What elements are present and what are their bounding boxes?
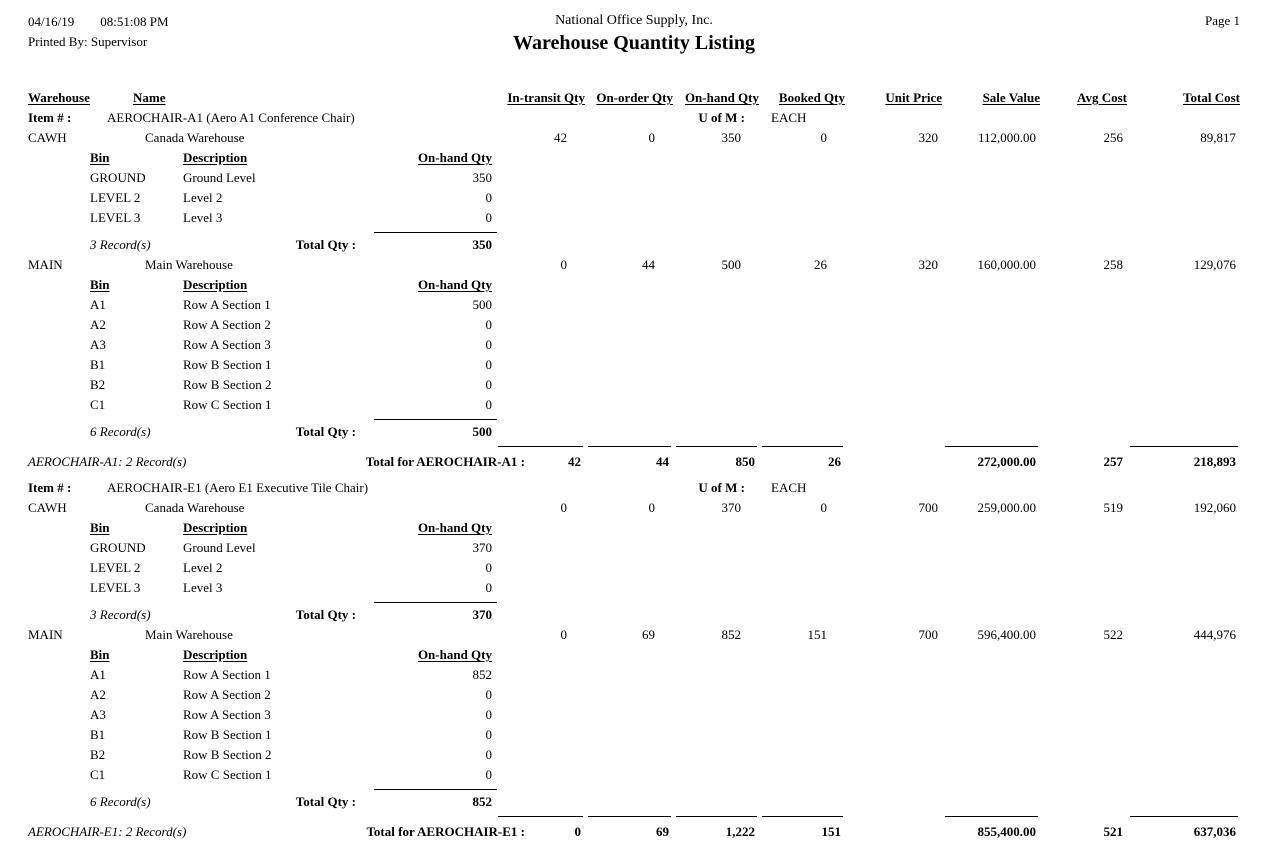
total-on-hand-qty: 850 [735,454,755,469]
warehouse-code: MAIN [28,627,63,642]
total-sale-value: 855,400.00 [977,824,1036,839]
bin-description: Level 2 [183,560,223,575]
in-transit-qty: 0 [560,627,567,642]
total-on-order-qty: 44 [656,454,669,469]
bin-col-header: Bin [90,520,110,535]
total-booked-qty: 151 [821,824,841,839]
booked-qty: 0 [820,500,827,515]
bin-onhand-qty: 0 [485,687,492,702]
bin-onhand-qty: 0 [485,580,492,595]
on-order-qty: 0 [648,130,655,145]
col-header-sale-value: Sale Value [982,90,1040,105]
booked-qty: 0 [820,130,827,145]
bin-onhand-qty: 0 [485,317,492,332]
report-header-center [328,12,940,88]
col-header-name: Name [133,90,166,105]
total-avg-cost: 521 [1103,824,1123,839]
bin-description: Row A Section 3 [183,707,271,722]
bin-record-count: 6 Record(s) [90,424,151,439]
bin-code: A2 [90,687,106,702]
bin-row [90,685,1263,705]
col-header-on-hand-qty: On-hand Qty [684,90,759,105]
bin-header-row [90,645,1263,665]
on-hand-qty: 350 [721,130,741,145]
bin-row [90,538,1263,558]
total-qty-label: Total Qty : [295,424,356,439]
bin-onhand-qty: 852 [472,667,492,682]
item-number-label: Item # : [28,480,72,495]
bin-description: Row A Section 2 [183,317,271,332]
bin-code: B2 [90,377,106,392]
bin-total-row [90,792,1263,812]
on-order-qty: 69 [642,627,655,642]
col-header-booked-qty: Booked Qty [778,90,845,105]
bin-code: B1 [90,357,106,372]
bin-onhand-qty: 350 [472,170,492,185]
bin-code: A3 [90,707,106,722]
bin-description: Row B Section 2 [183,377,272,392]
bin-onhand-qty: 0 [485,210,492,225]
report-date: 04/16/19 [28,14,75,29]
warehouse-name: Main Warehouse [145,627,233,642]
total-cost: 89,817 [1200,130,1236,145]
report-title: Warehouse Quantity Listing [513,32,755,54]
uofm-label: U of M : [698,110,745,125]
booked-qty: 151 [807,627,827,642]
bin-row [90,705,1263,725]
total-qty-value: 370 [472,607,492,622]
bin-row [90,745,1263,765]
bin-onhand-qty: 0 [485,727,492,742]
in-transit-qty: 0 [560,257,567,272]
onhand-col-header: On-hand Qty [417,150,492,165]
sale-value: 112,000.00 [977,130,1036,145]
bin-description: Row B Section 1 [183,357,272,372]
total-qty-label: Total Qty : [295,237,356,252]
bin-record-count: 6 Record(s) [90,794,151,809]
bin-description: Row B Section 2 [183,747,272,762]
bin-header-row [90,518,1263,538]
on-hand-qty: 370 [721,500,741,515]
bin-onhand-qty: 0 [485,377,492,392]
col-header-total-cost: Total Cost [1183,90,1240,105]
total-avg-cost: 257 [1103,454,1123,469]
onhand-col-header: On-hand Qty [417,277,492,292]
warehouse-row [0,625,1263,645]
bin-onhand-qty: 0 [485,707,492,722]
onhand-col-header: On-hand Qty [417,647,492,662]
bin-description: Row C Section 1 [183,767,272,782]
item-total-label: Total for AEROCHAIR-A1 : [365,454,525,469]
bin-row [90,208,1263,228]
avg-cost: 522 [1103,627,1123,642]
bin-total-rule [90,785,1263,792]
bin-row [90,295,1263,315]
bin-record-count: 3 Record(s) [90,607,151,622]
on-order-qty: 0 [648,500,655,515]
uofm-label: U of M : [698,480,745,495]
bin-total-rule [90,228,1263,235]
item-total-label: Total for AEROCHAIR-E1 : [366,824,525,839]
bin-code: A1 [90,667,106,682]
total-in-transit-qty: 42 [568,454,581,469]
warehouse-code: CAWH [28,130,67,145]
column-header-row [0,88,1263,108]
avg-cost: 519 [1103,500,1123,515]
bin-code: GROUND [90,170,146,185]
printed-by: Printed By: Supervisor [28,34,148,49]
bin-description: Row A Section 1 [183,297,271,312]
bin-onhand-qty: 0 [485,397,492,412]
bin-code: LEVEL 3 [90,580,141,595]
bin-onhand-qty: 500 [472,297,492,312]
bin-col-header: Bin [90,647,110,662]
description-col-header: Description [183,520,248,535]
col-header-avg-cost: Avg Cost [1077,90,1127,105]
report-header [0,0,1263,88]
bin-row [90,335,1263,355]
bin-code: A2 [90,317,106,332]
warehouse-code: CAWH [28,500,67,515]
page-number: Page 1 [1204,13,1240,28]
bin-onhand-qty: 0 [485,767,492,782]
bin-description: Row B Section 1 [183,727,272,742]
onhand-col-header: On-hand Qty [417,520,492,535]
bin-onhand-qty: 370 [472,540,492,555]
total-qty-value: 500 [472,424,492,439]
bin-row [90,168,1263,188]
col-header-in-transit-qty: In-transit Qty [507,90,585,105]
uofm-value: EACH [771,480,807,495]
bin-row [90,188,1263,208]
bin-description: Row A Section 3 [183,337,271,352]
bin-header-row [90,275,1263,295]
bin-col-header: Bin [90,150,110,165]
total-cost: 444,976 [1193,627,1236,642]
total-in-transit-qty: 0 [574,824,581,839]
avg-cost: 256 [1103,130,1123,145]
total-cost: 129,076 [1193,257,1236,272]
bin-code: A1 [90,297,106,312]
warehouse-code: MAIN [28,257,63,272]
bin-description: Row A Section 1 [183,667,271,682]
total-booked-qty: 26 [828,454,841,469]
on-hand-qty: 852 [721,627,741,642]
warehouse-name: Main Warehouse [145,257,233,272]
bin-description: Ground Level [183,540,256,555]
bin-description: Row C Section 1 [183,397,272,412]
warehouse-name: Canada Warehouse [145,500,245,515]
on-order-qty: 44 [642,257,655,272]
report-time: 08:51:08 PM [100,14,169,29]
bin-description: Level 3 [183,580,223,595]
item-name: AEROCHAIR-E1 (Aero E1 Executive Tile Chair) [107,480,369,495]
bin-description: Row A Section 2 [183,687,271,702]
bin-code: LEVEL 2 [90,190,141,205]
warehouse-row [0,128,1263,148]
bin-code: GROUND [90,540,146,555]
total-sale-value: 272,000.00 [977,454,1036,469]
bin-row [90,765,1263,785]
bin-code: B1 [90,727,106,742]
bin-onhand-qty: 0 [485,190,492,205]
bin-code: LEVEL 3 [90,210,141,225]
summary-rules-row [0,442,1263,452]
bin-code: B2 [90,747,106,762]
total-cost: 192,060 [1193,500,1236,515]
bin-row [90,665,1263,685]
uofm-value: EACH [771,110,807,125]
bin-row [90,315,1263,335]
bin-col-header: Bin [90,277,110,292]
item-record-count: AEROCHAIR-E1: 2 Record(s) [28,824,187,839]
total-total-cost: 637,036 [1193,824,1236,839]
description-col-header: Description [183,647,248,662]
item-header-row [0,108,1263,128]
bin-row [90,395,1263,415]
bin-code: C1 [90,397,106,412]
bin-code: C1 [90,767,106,782]
item-header-row [0,478,1263,498]
report-header-left [28,12,328,88]
bin-code: A3 [90,337,106,352]
warehouse-row [0,498,1263,518]
item-record-count: AEROCHAIR-A1: 2 Record(s) [28,454,187,469]
bin-row [90,725,1263,745]
bin-onhand-qty: 0 [485,357,492,372]
unit-price: 700 [918,500,938,515]
unit-price: 700 [918,627,938,642]
col-header-warehouse: Warehouse [28,90,90,105]
bin-description: Level 2 [183,190,223,205]
sale-value: 259,000.00 [977,500,1036,515]
bin-header-row [90,148,1263,168]
avg-cost: 258 [1103,257,1123,272]
unit-price: 320 [918,130,938,145]
company-name: National Office Supply, Inc. [555,13,713,28]
bin-description: Level 3 [183,210,223,225]
bin-record-count: 3 Record(s) [90,237,151,252]
in-transit-qty: 0 [560,500,567,515]
col-header-unit-price: Unit Price [885,90,942,105]
item-name: AEROCHAIR-A1 (Aero A1 Conference Chair) [107,110,355,125]
total-total-cost: 218,893 [1193,454,1236,469]
warehouse-row [0,255,1263,275]
summary-rules-row [0,812,1263,822]
col-header-on-order-qty: On-order Qty [596,90,673,105]
item-summary-row [0,822,1263,842]
bin-row [90,578,1263,598]
bin-row [90,375,1263,395]
bin-code: LEVEL 2 [90,560,141,575]
sale-value: 596,400.00 [977,627,1036,642]
item-number-label: Item # : [28,110,72,125]
warehouse-name: Canada Warehouse [145,130,245,145]
unit-price: 320 [918,257,938,272]
total-qty-value: 852 [472,794,492,809]
on-hand-qty: 500 [721,257,741,272]
total-qty-label: Total Qty : [295,607,356,622]
total-qty-value: 350 [472,237,492,252]
bin-total-row [90,605,1263,625]
description-col-header: Description [183,277,248,292]
total-qty-label: Total Qty : [295,794,356,809]
bin-row [90,355,1263,375]
bin-row [90,558,1263,578]
sale-value: 160,000.00 [977,257,1036,272]
item-summary-row [0,452,1263,472]
total-on-hand-qty: 1,222 [725,824,755,839]
bin-description: Ground Level [183,170,256,185]
booked-qty: 26 [814,257,827,272]
bin-total-row [90,422,1263,442]
bin-onhand-qty: 0 [485,560,492,575]
description-col-header: Description [183,150,248,165]
bin-total-row [90,235,1263,255]
in-transit-qty: 42 [554,130,567,145]
bin-onhand-qty: 0 [485,337,492,352]
total-on-order-qty: 69 [656,824,669,839]
bin-total-rule [90,415,1263,422]
bin-onhand-qty: 0 [485,747,492,762]
bin-total-rule [90,598,1263,605]
